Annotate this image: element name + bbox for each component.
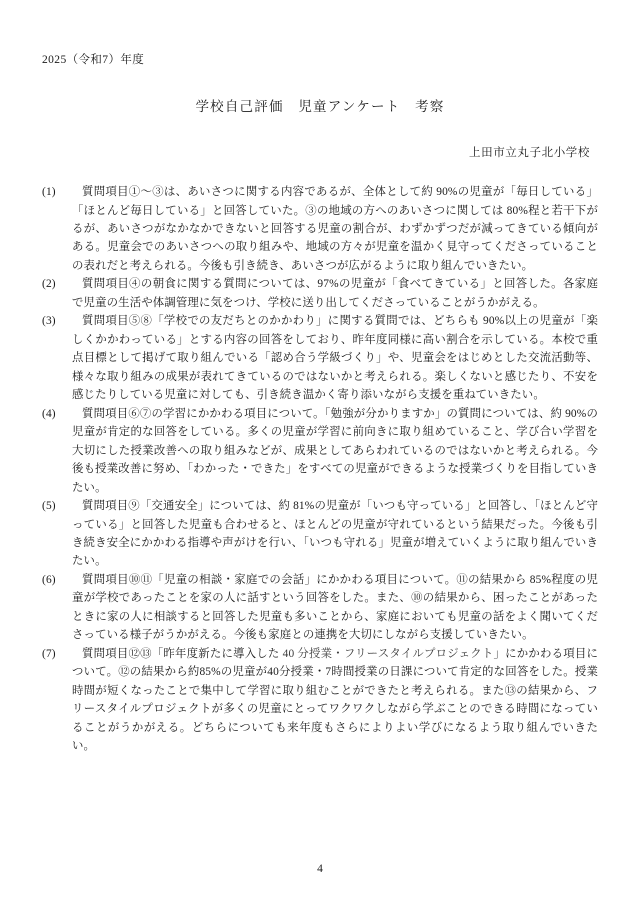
paragraph-item — [42, 183, 598, 275]
paragraph-text-before: 質問項目⑫⑬「昨年度新たに導入した — [82, 647, 283, 660]
fiscal-year-heading: 2025（令和7）年度 — [42, 54, 145, 66]
paragraph-item — [42, 405, 598, 497]
paragraph-text — [72, 645, 598, 756]
paragraph-number: (4) — [42, 407, 56, 420]
paragraph-text: 質問項目⑨「交通安全」については、約 81%の児童が「いつも守っている」と回答し、「ほとんど守っている」と回答した児童も合わせると、ほとんどの児童が守れているという結果だった。今後も引き続き安全にかかわる指導や声がけを行い、「いつも守れる」児童が増えていくように取り組んでいきたい。 — [72, 500, 598, 568]
paragraph-item — [42, 497, 598, 571]
paragraph-list — [42, 183, 598, 756]
school-name: 上田市立丸子北小学校 — [469, 146, 590, 159]
paragraph-item — [42, 571, 598, 645]
page-number: 4 — [317, 863, 323, 875]
paragraph-text-highlight: 40 分授業・フリースタイルプロジェクト — [282, 647, 494, 660]
paragraph-item — [42, 312, 598, 404]
paragraph-number: (2) — [42, 278, 56, 291]
paragraph-item — [42, 645, 598, 756]
paragraph-text: 質問項目④の朝食に関する質問については、97%の児童が「食べてきている」と回答した。各家庭で児童の生活や体調管理に気をつけ、学校に送り出してくださっていることがうかがえる。 — [72, 278, 598, 309]
paragraph-text: 質問項目⑥⑦の学習にかかわる項目について。「勉強が分かりますか」の質問については、約 90%の児童が肯定的な回答をしている。多くの児童が学習に前向きに取り組めていること、学び合い学習を大切にした授業改善への取り組みなどが、成果としてあらわれているのではないかと考えられる。今後も授業改善に努め、「わかった・できた」をすべての児童ができるような授業づくりを目指していきたい。 — [72, 407, 598, 494]
paragraph-text-after: 」にかかわる項目について。⑫の結果から約85%の児童が40分授業・7時間授業の日課について肯定的な回答をした。授業時間が短くなったことで集中して学習に取り組むことができたと考えられる。また⑬の結果から、フリースタイルプロジェクトが多くの児童にとってワクワクしながら学ぶことのできる時間になっていることがうかがえる。どちらについても来年度もさらによりよい学びになるよう取り組んでいきたい。 — [72, 647, 598, 753]
page-title: 学校自己評価 児童アンケート 考察 — [195, 99, 445, 115]
paragraph-text: 質問項目①〜③は、あいさつに関する内容であるが、全体として約 90%の児童が「毎日している」「ほとんど毎日している」と回答していた。③の地域の方へのあいさつに関しては 80%程と若干下がるが、あいさつがなかなかできないと回答する児童の割合が、わずかずつだが減ってきている傾向がある。児童会でのあいさつへの取り組みや、地域の方々が児童を温かく見守ってくださっていることの表れだと考えられる。今後も引き続き、あいさつが広がるように取り組んでいきたい。 — [72, 186, 598, 272]
paragraph-number: (3) — [42, 315, 56, 328]
paragraph-number: (1) — [42, 186, 56, 199]
paragraph-number: (7) — [42, 647, 56, 660]
paragraph-number: (5) — [42, 500, 56, 513]
paragraph-item — [42, 275, 598, 312]
paragraph-text: 質問項目⑩⑪「児童の相談・家庭での会話」にかかわる項目について。⑪の結果から 85%程度の児童が学校であったことを家の人に話すという回答をした。また、⑩の結果から、困ったことがあったときに家の人に相談すると回答した児童も多いことから、家庭においても児童の話をよく聞いてくださっている様子がうかがえる。今後も家庭との連携を大切にしながら支援していきたい。 — [72, 573, 598, 642]
paragraph-text: 質問項目⑤⑧「学校での友だちとのかかわり」に関する質問では、どちらも 90%以上の児童が「楽しくかかわっている」とする内容の回答をしており、昨年度同様に高い割合を示している。本校で重点目標として掲げて取り組んでいる「認め合う学級づくり」や、児童会をはじめとした交流活動等、様々な取り組みの成果が表れてきているのではないかと考えられる。楽しくないと感じたり、不安を感じたりしている児童に対しても、引き続き温かく寄り添いながら支援を重ねていきたい。 — [72, 315, 598, 402]
paragraph-number: (6) — [42, 573, 56, 586]
